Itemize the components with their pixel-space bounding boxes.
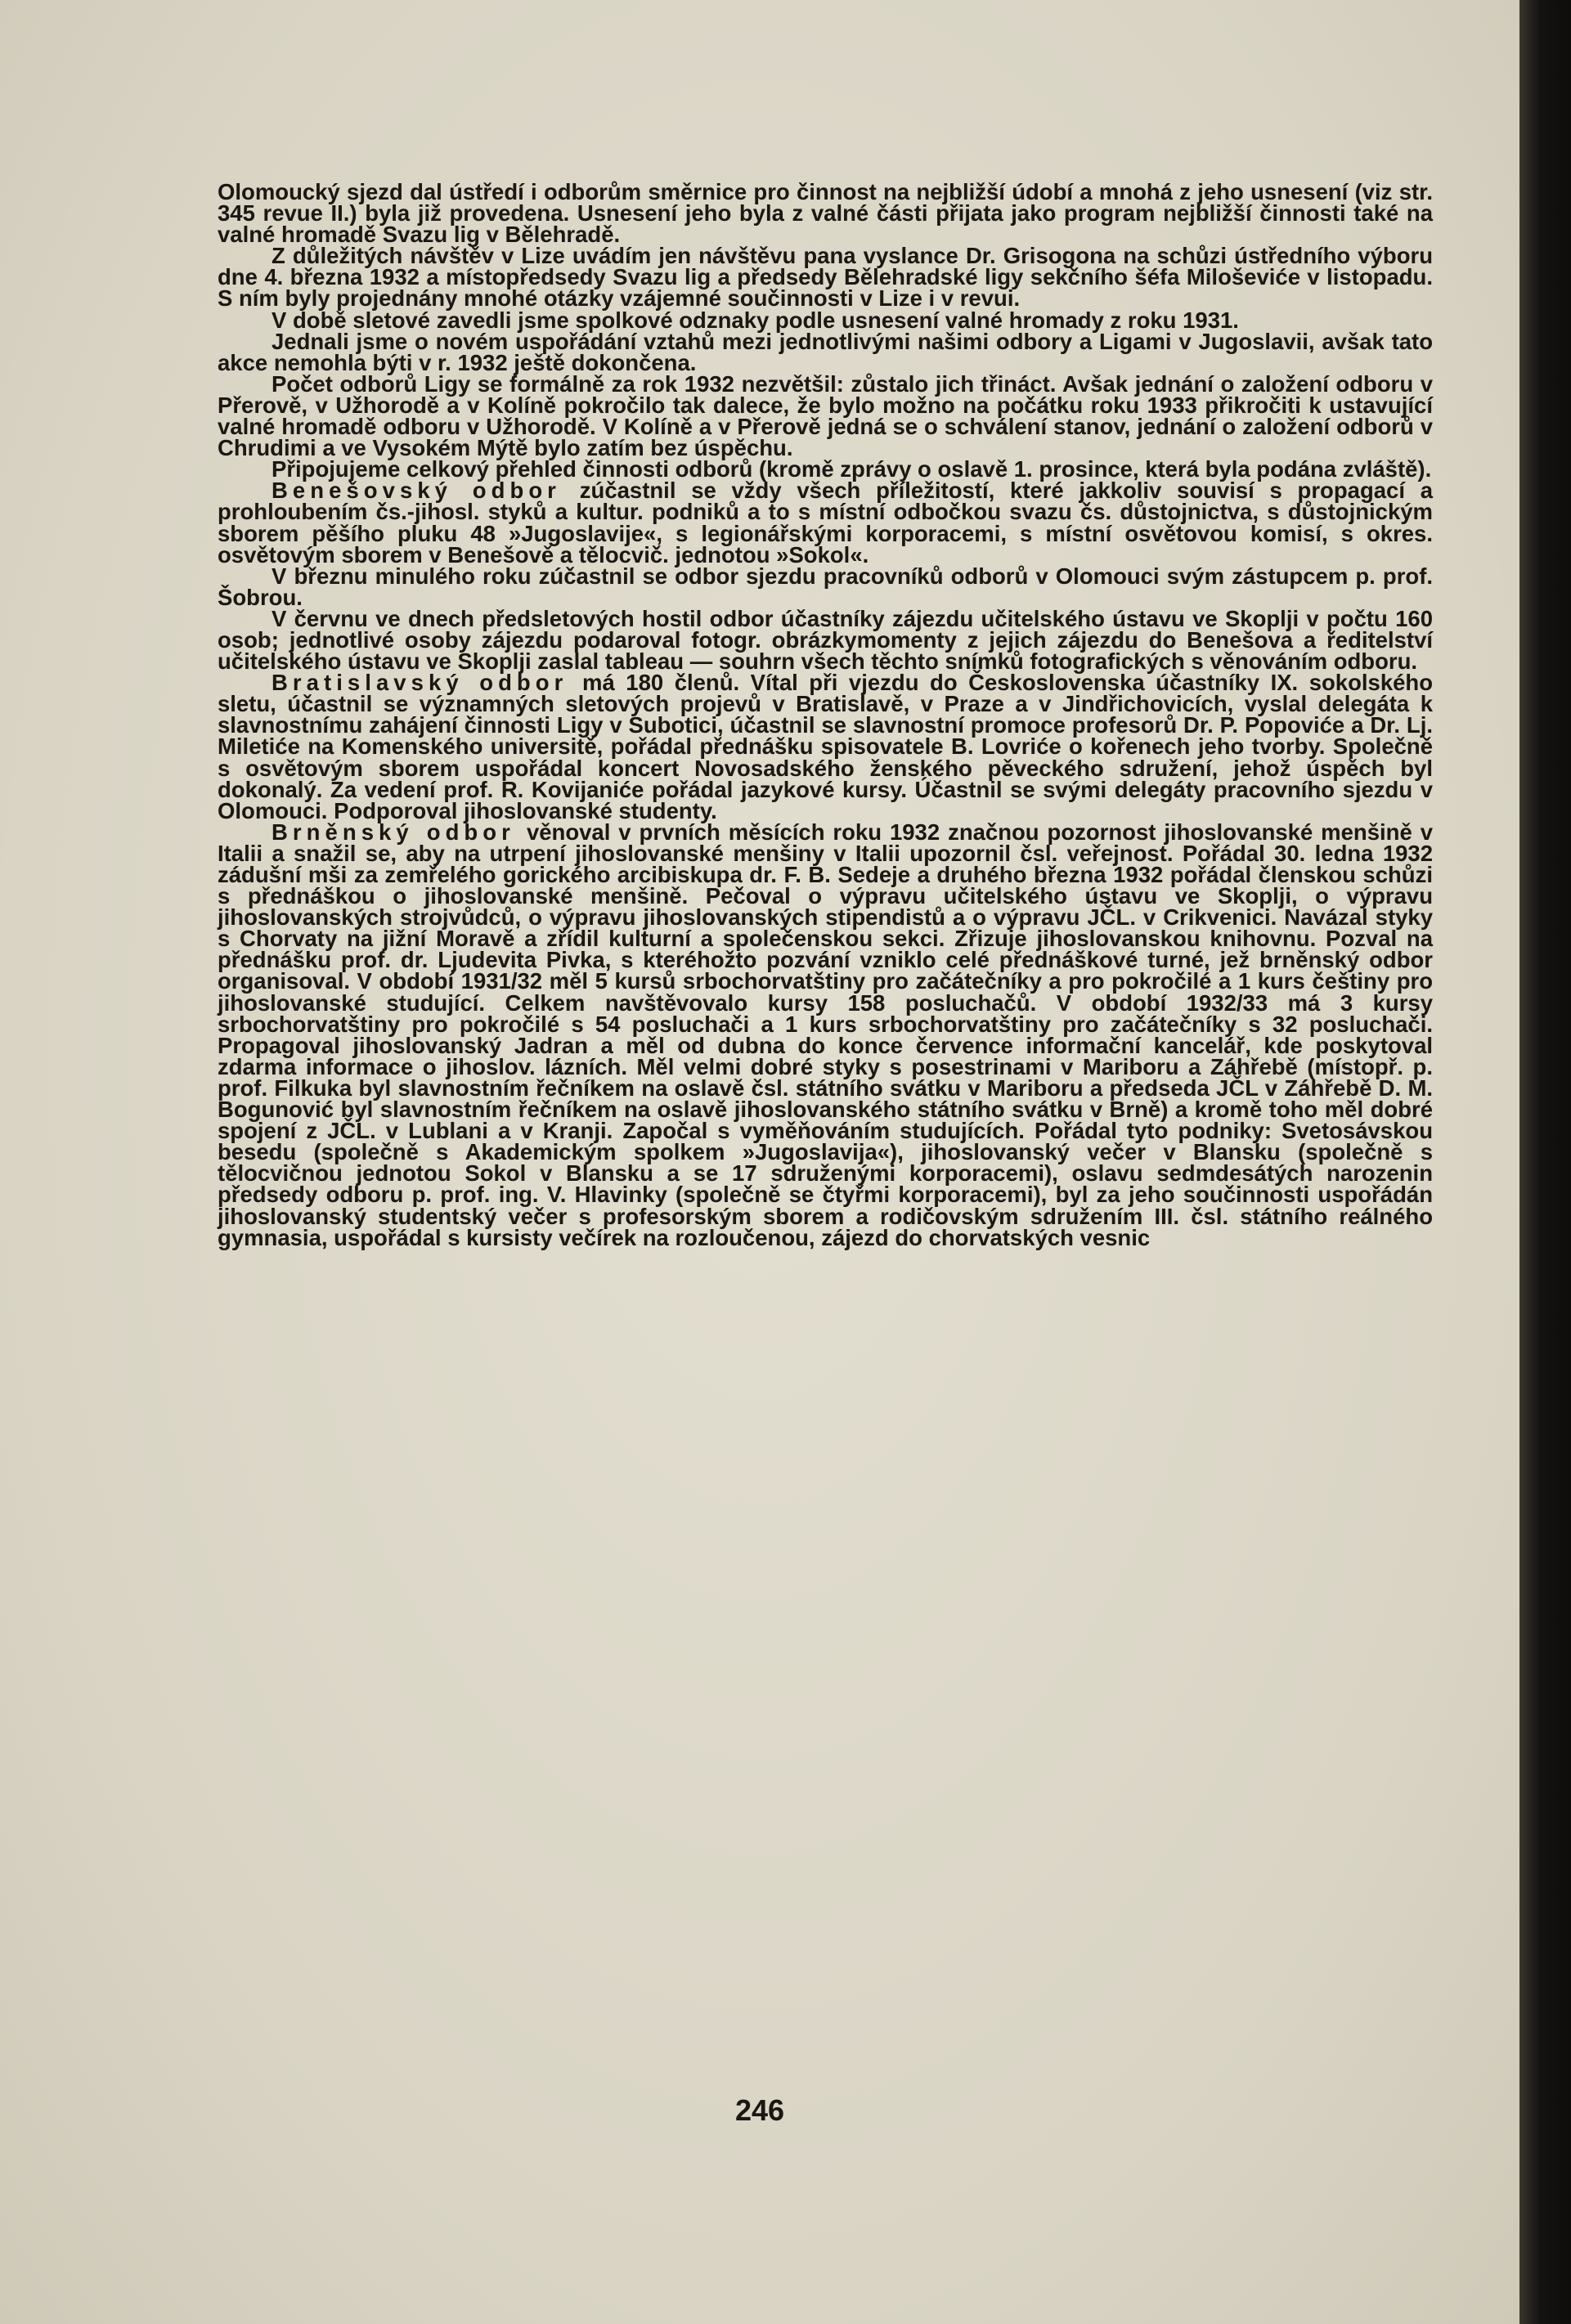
section-lead: Brněnský odbor: [272, 819, 515, 845]
paragraph-benesov: Benešovský odbor zúčastnil se vždy všech příležitostí, které jakkoliv souvisí s propagací a prohloubením čs.-jihosl. styků a kultur. podniků a to s místní odbočkou svazu čs. důstojnictva, s důstojnickým sborem pěšího pluku 48 »Jugoslavije«, s legionářskými korporacemi, s místní osvětovou komisí, s okres. osvětovým sborem v Benešově a tělocvič. jednotou »Sokol«.: [218, 478, 1433, 568]
paragraph: Počet odborů Ligy se formálně za rok 1932 nezvětšil: zůstalo jich třináct. Avšak jednání o založení odboru v Přerově, v Užhorodě a v Kolíně pokročilo tak dalece, že bylo možno na počátku roku 1933 přikročiti k ustavující valné hromadě odboru v Užhorodě. V Kolíně a v Přerově jedná se o schválení stanov, jednání o založení odborů v Chrudimi a ve Vysokém Mýtě bylo zatím bez úspěchu.: [218, 370, 1433, 461]
paragraph: Olomoucký sjezd dal ústředí i odborům směrnice pro činnost na nejbližší údobí a mnohá z jeho usnesení (viz str. 345 revue II.) byla již provedena. Usnesení jeho byla z valné části přijata jako program nejbližší činnosti také na valné hromadě Svazu lig v Bělehradě.: [218, 179, 1433, 248]
page-number: 246: [734, 2093, 785, 2127]
section-lead: Benešovský odbor: [272, 478, 561, 504]
paragraph-brno: Brněnský odbor věnoval v prvních měsících roku 1932 značnou pozornost jihoslovanské menšině v Italii a snažil se, aby na utrpení jihoslovanské menšiny v Italii upozornil čsl. veřejnost. Pořádal 30. ledna 1932 zádušní mši za zemřelého gorického arcibiskupa dr. F. B. Sedeje a druhého března 1932 pořádal členskou schůzi s přednáškou o jihoslovanské menšině. Pečoval o výpravu učitelského ústavu ve Skoplji, o výpravu jihoslovanských strojvůdců, o výpravu jihoslovanských stipendistů a o výpravu JČL. v Crikvenici. Navázal styky s Chorvaty na jižní Moravě a zřídil kulturní a společenskou sekci. Zřizuje jihoslovanskou knihovnu. Pozval na přednášku prof. dr. Ljudevita Pivka, s kteréhožto pozvání vzniklo celé přednáškové turné, jež brněnský odbor organisoval. V období 1931/32 měl 5 kursů srbochorvatštiny pro začátečníky a pro pokročilé a 1 kurs češtiny pro jihoslovanské studující. Celkem navštěvovalo kursy 158 posluchačů. V období 1932/33 má 3 kursy srbochorvatštiny pro pokročilé s 54 posluchači a 1 kurs srbochorvatštiny pro začátečníky s 32 posluchači. Propagoval jihoslovanský Jadran a měl od dubna do konce července informační kancelář, kde poskytoval zdarma informace o jihoslov. lázních. Měl velmi dobré styky s posestrinami v Mariboru a Záhřebě (místopř. p. prof. Filkuka byl slavnostním řečníkem na oslavě čsl. státního svátku v Mariboru a předseda JČL v Záhřebě D. M. Bogunović byl slavnostním řečníkem na oslavě jihoslovanského státního svátku v Brně) a kromě toho měl dobré spojení z JČL. v Lublani a v Kranji. Započal s vyměňováním studujících. Pořádal tyto podniky: Svetosávskou besedu (společně s Akademickým spolkem »Jugoslavija«), jihoslovanský večer v Blansku (společně s tělocvičnou jednotou Sokol v Blansku a se 17 sdruženými korporacemi), oslavu sedmdesátých narozenin předsedy odboru p. prof. ing. V. Hlavinky (společně se čtyřmi korporacemi), byl za jeho součinnosti uspořádán jihoslovanský studentský večer s profesorským sborem a rodičovským sdružením III. čsl. státního reálného gymnasia, uspořádal s kursisty večírek na rozloučenou, zájezd do chorvatských vesnic: [218, 819, 1433, 1250]
paragraph: Jednali jsme o novém uspořádání vztahů mezi jednotlivými našimi odbory a Ligami v Jugoslavii, avšak tato akce nemohla býti v r. 1932 ještě dokončena.: [218, 328, 1433, 375]
paragraph: V době sletové zavedli jsme spolkové odznaky podle usnesení valné hromady z roku 1931.: [272, 307, 1239, 333]
paragraph: Z důležitých návštěv v Lize uvádím jen návštěvu pana vyslance Dr. Grisogona na schůzi ústředního výboru dne 4. března 1932 a místopředsedy Svazu lig a předsedy Bělehradské ligy sekčního šéfa Miloševiće v listopadu. S ním byly projednány mnohé otázky vzájemné součinnosti v Lize i v revui.: [218, 243, 1433, 312]
paragraph: Připojujeme celkový přehled činnosti odborů (kromě zprávy o oslavě 1. prosince, která byla podána zvláště).: [272, 456, 1432, 482]
paragraph: V březnu minulého roku zúčastnil se odbor sjezdu pracovníků odborů v Olomouci svým zástupcem p. prof. Šobrou.: [218, 563, 1433, 610]
paragraph: V červnu ve dnech předsletových hostil odbor účastníky zájezdu učitelského ústavu ve Skoplji v počtu 160 osob; jednotlivé osoby zájezdu podaroval fotogr. obrázkymomenty z jejich zájezdu do Benešova a ředitelství učitelského ústavu ve Skoplji zaslal tableau — souhrn všech těchto snímků fotografických s věnováním odboru.: [218, 605, 1433, 675]
book-gutter: [1519, 0, 1571, 2324]
body-text: [218, 179, 1434, 1250]
paragraph-bratislava: Bratislavský odbor má 180 členů. Vítal při vjezdu do Československa účastníky IX. sokolského sletu, účastnil se významných sletových projevů v Bratislavě, v Praze a v Jindřichovicích, vyslal delegáta k slavnostnímu zahájení činnosti Ligy v Subotici, účastnil se slavnostní promoce profesorů Dr. P. Popoviće a Dr. Lj. Miletiće na Komenského universitě, pořádal přednášku spisovatele B. Lovriće o kořenech jeho tvorby. Společně s osvětovým sborem uspořádal koncert Novosadského ženského pěveckého sdružení, jehož úspěch byl dokonalý. Za vedení prof. R. Kovijaniće pořádal jazykové kursy. Účastnil se svými delegáty pracovního sjezdu v Olomouci. Podporoval jihoslovanské studenty.: [218, 670, 1434, 823]
section-lead: Bratislavský odbor: [272, 670, 568, 696]
